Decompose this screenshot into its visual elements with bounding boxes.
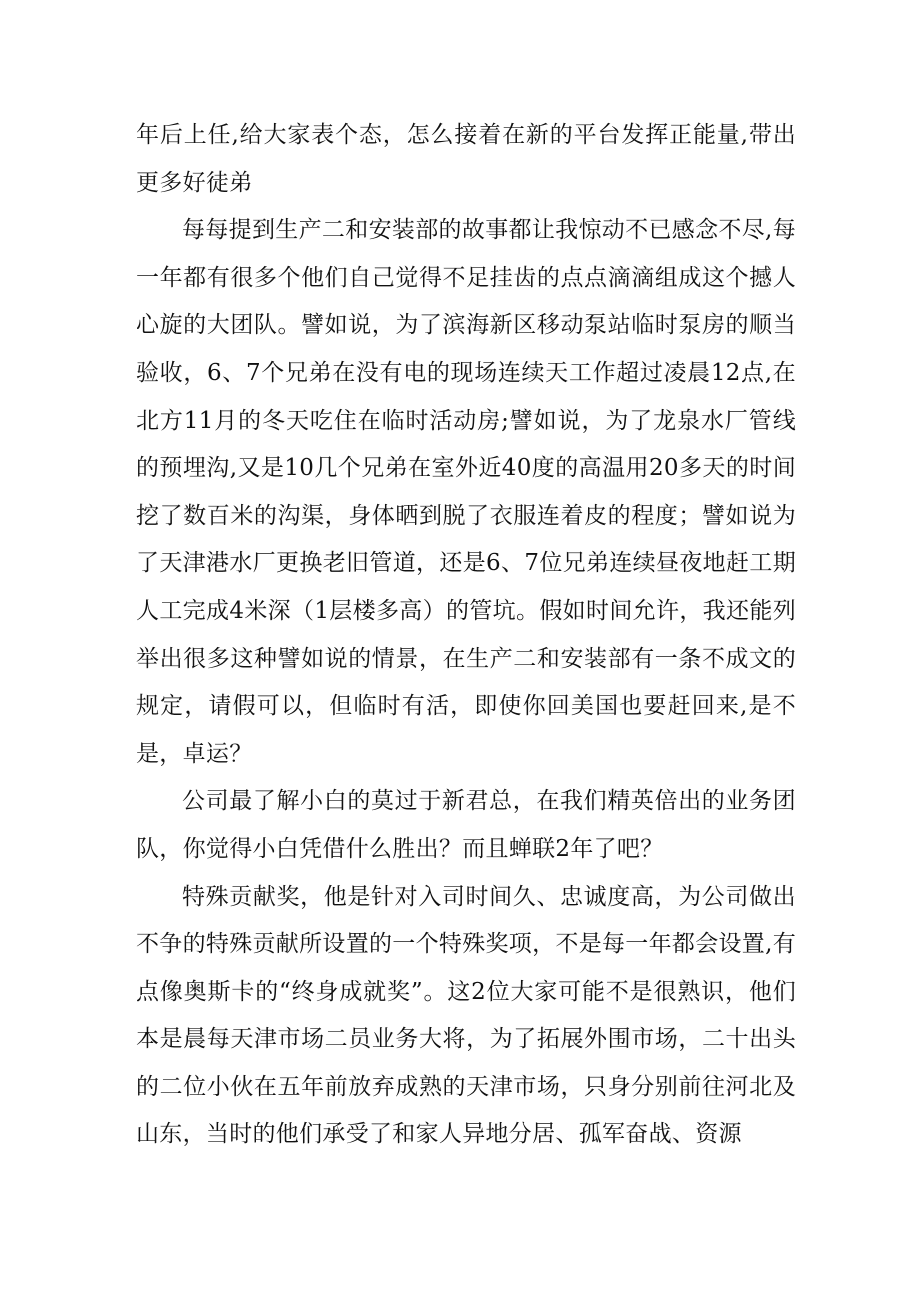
paragraph-2: 每每提到生产二和安装部的故事都让我惊动不已感念不尽,每一年都有很多个他们自己觉得不足挂齿的点点滴滴组成这个撼人心旋的大团队。譬如说，为了滨海新区移动泵站临时泵房的顺当验收，6、7个兄弟在没有电的现场连续天工作超过凌晨12点,在北方11月的冬天吃住在临时活动房;譬如说，为了龙泉水厂管线的预埋沟,又是10几个兄弟在室外近40度的高温用20多天的时间挖了数百米的沟渠，身体晒到脱了衣服连着皮的程度；譬如说为了天津港水厂更换老旧管道，还是6、7位兄弟连续昼夜地赶工期人工完成4米深（1层楼多高）的管坑。假如时间允许，我还能列举出很多这种譬如说的情景，在生产二和安装部有一条不成文的规定，请假可以，但临时有活，即使你回美国也要赶回来,是不是，卓运？ bbox=[136, 217, 796, 767]
paragraph-3: 公司最了解小白的莫过于新君总，在我们精英倍出的业务团队，你觉得小白凭借什么胜出？而且蝉联2年了吧？ bbox=[136, 788, 796, 862]
document-body bbox=[136, 112, 796, 1159]
paragraph-1: 年后上任,给大家表个态，怎么接着在新的平台发挥正能量,带出更多好徒弟 bbox=[136, 122, 796, 196]
paragraph-4: 特殊贡献奖，他是针对入司时间久、忠诚度高，为公司做出不争的特殊贡献所设置的一个特殊奖项，不是每一年都会设置,有点像奥斯卡的“终身成就奖”。这2位大家可能不是很熟识，他们本是晨每天津市场二员业务大将，为了拓展外围市场，二十出头的二位小伙在五年前放弃成熟的天津市场，只身分别前往河北及山东，当时的他们承受了和家人异地分居、孤军奋战、资源 bbox=[136, 883, 797, 1148]
